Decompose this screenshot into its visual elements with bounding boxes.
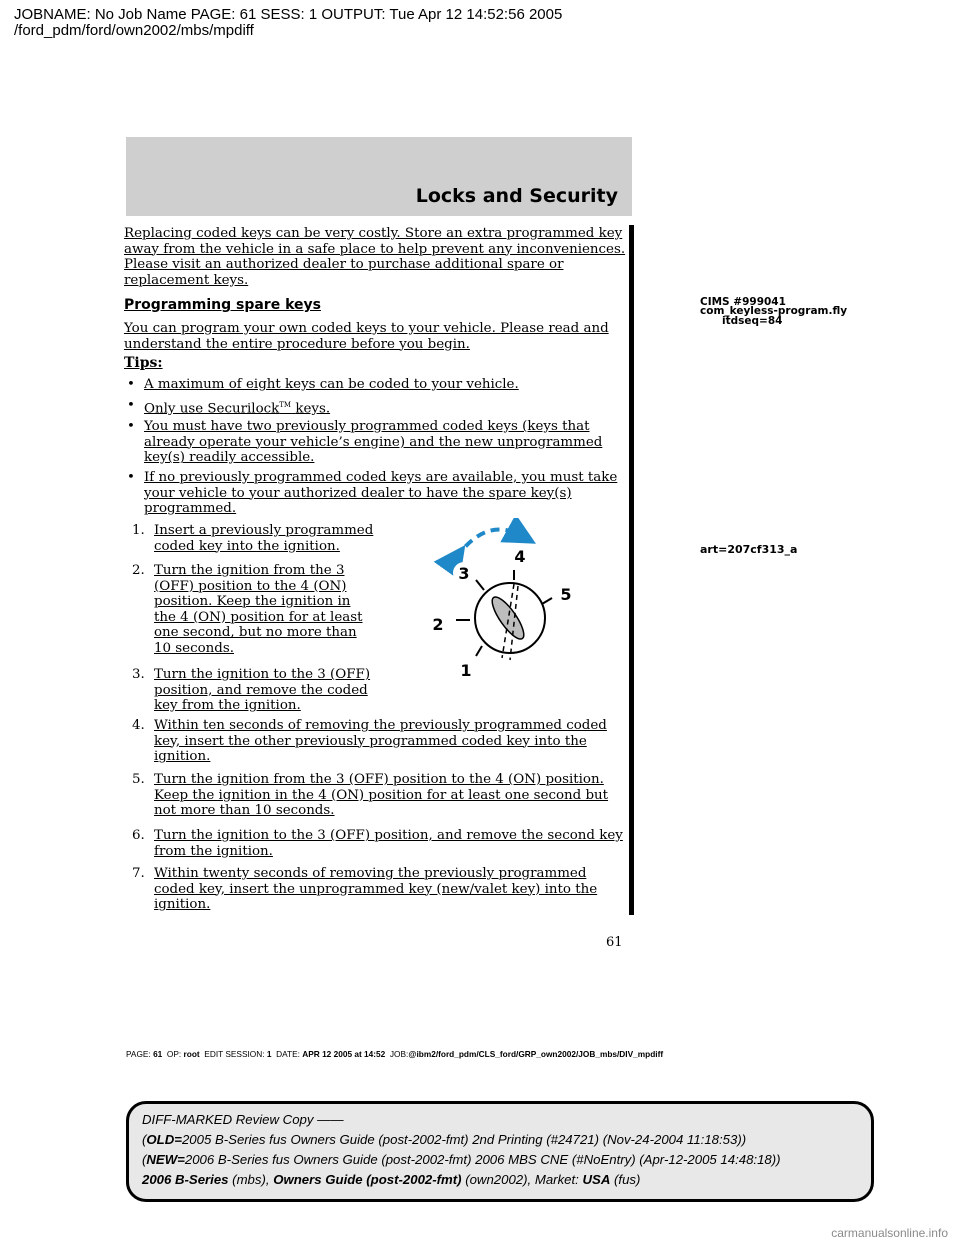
- step-text: Within ten seconds of removing the previously programmed coded key, insert the other previously programmed coded key into the ignition.: [154, 718, 607, 765]
- svg-text:4: 4: [514, 547, 526, 566]
- bullet-icon: •: [127, 470, 135, 485]
- tip-text: If no previously programmed coded keys are available, you must take your vehicle to your authorized dealer to have the spare key(s) programmed.: [144, 470, 618, 517]
- step-item: [124, 667, 386, 714]
- bullet-icon: •: [127, 377, 135, 392]
- position-3-label: [453, 562, 475, 584]
- position-5-label: [555, 583, 577, 605]
- tips-heading: Tips:: [124, 355, 163, 371]
- step-number: 1.: [132, 523, 145, 538]
- diff-title: DIFF-MARKED Review Copy ——: [142, 1112, 344, 1127]
- step-number: 5.: [132, 772, 145, 787]
- section-title: Locks and Security: [415, 185, 618, 207]
- svg-text:3: 3: [458, 564, 470, 583]
- position-4-label: [509, 545, 531, 567]
- intro-paragraph: Replacing coded keys can be very costly. Store an extra programmed key away from the vehicle in a safe place to help prevent any inconveniences. Please visit an authorized dealer to purchase additional spare or replacement keys.: [124, 226, 626, 288]
- tip-item: [124, 398, 624, 417]
- watermark: carmanualsonline.info: [831, 1226, 948, 1240]
- tip-item: [124, 470, 624, 517]
- svg-text:5: 5: [560, 585, 572, 604]
- job-header-line-1: JOBNAME: No Job Name PAGE: 61 SESS: 1 OUTPUT: Tue Apr 12 14:52:56 2005: [14, 6, 563, 23]
- job-header-line-2: /ford_pdm/ford/own2002/mbs/mpdiff: [14, 22, 254, 39]
- svg-text:2: 2: [432, 615, 444, 634]
- step-number: 2.: [132, 563, 145, 578]
- step-text: Turn the ignition from the 3 (OFF) position to the 4 (ON) position. Keep the ignition in the 4 (ON) position for at least one second but not more than 10 seconds.: [154, 772, 609, 819]
- art-note: art=207cf313_a: [700, 543, 798, 556]
- diff-old-line: (OLD=2005 B-Series fus Owners Guide (post-2002-fmt) 2nd Printing (#24721) (Nov-24-2004 11:18:53)): [142, 1132, 747, 1147]
- page-number: 61: [606, 935, 623, 950]
- step-item: [124, 828, 624, 859]
- cims-note-1: CIMS #999041: [700, 296, 786, 308]
- step-text: Within twenty seconds of removing the previously programmed coded key, insert the unprogrammed key (new/valet key) into the ignition.: [154, 866, 598, 913]
- step-number: 6.: [132, 828, 145, 843]
- programming-intro: You can program your own coded keys to your vehicle. Please read and understand the entire procedure before you begin.: [124, 321, 609, 352]
- position-1-label: [455, 659, 477, 681]
- step-number: 4.: [132, 718, 145, 733]
- diff-model-line: 2006 B-Series (mbs), Owners Guide (post-2002-fmt) (own2002), Market: USA (fus): [142, 1172, 641, 1187]
- cims-note-2: com_keyless-program.fly: [700, 305, 848, 317]
- step-item: [124, 523, 386, 554]
- step-item: [124, 563, 376, 657]
- tip-text: A maximum of eight keys can be coded to your vehicle.: [144, 377, 519, 392]
- section-header-band: [126, 137, 632, 216]
- bullet-icon: •: [127, 419, 135, 434]
- step-text: Turn the ignition from the 3 (OFF) position to the 4 (ON) position. Keep the ignition in the 4 (ON) position for at least one second, but no more than 10 seconds.: [154, 563, 363, 656]
- ignition-diagram: [418, 518, 588, 688]
- tip-item: [124, 419, 624, 466]
- step-text: Turn the ignition to the 3 (OFF) position, and remove the coded key from the ignition.: [154, 667, 371, 714]
- trademark-mark: TM: [279, 401, 292, 409]
- cims-note-3: itdseq=84: [722, 315, 783, 327]
- step-item: [124, 772, 624, 819]
- programming-heading: Programming spare keys: [124, 297, 321, 313]
- diff-new-line: (NEW=2006 B-Series fus Owners Guide (post-2002-fmt) 2006 MBS CNE (#NoEntry) (Apr-12-2005 14:48:18)): [142, 1152, 781, 1167]
- svg-text:1: 1: [460, 661, 472, 680]
- step-number: 7.: [132, 866, 145, 881]
- tip-item: [124, 377, 624, 393]
- securilock-text: Only use Securilock: [144, 401, 280, 417]
- step-text: Insert a previously programmed coded key into the ignition.: [154, 523, 374, 554]
- step-number: 3.: [132, 667, 145, 682]
- footer-info: PAGE: 61 OP: root EDIT SESSION: 1 DATE: APR 12 2005 at 14:52 JOB:@ibm2/ford_pdm/CLS_ford/GRP_own2002/JOB_mbs/DIV_mpdiff: [126, 1049, 664, 1059]
- tip-text: [124, 398, 624, 417]
- step-item: [124, 718, 624, 765]
- diff-review-box: [126, 1101, 874, 1202]
- bullet-icon: •: [127, 398, 135, 413]
- step-text: Turn the ignition to the 3 (OFF) position, and remove the second key from the ignition.: [154, 828, 623, 859]
- securilock-suffix: keys.: [295, 401, 331, 417]
- tip-text: You must have two previously programmed coded keys (keys that already operate your vehicle’s engine) and the new unprogrammed key(s) readily accessible.: [144, 419, 603, 466]
- position-2-label: [427, 613, 449, 635]
- step-item: [124, 866, 624, 913]
